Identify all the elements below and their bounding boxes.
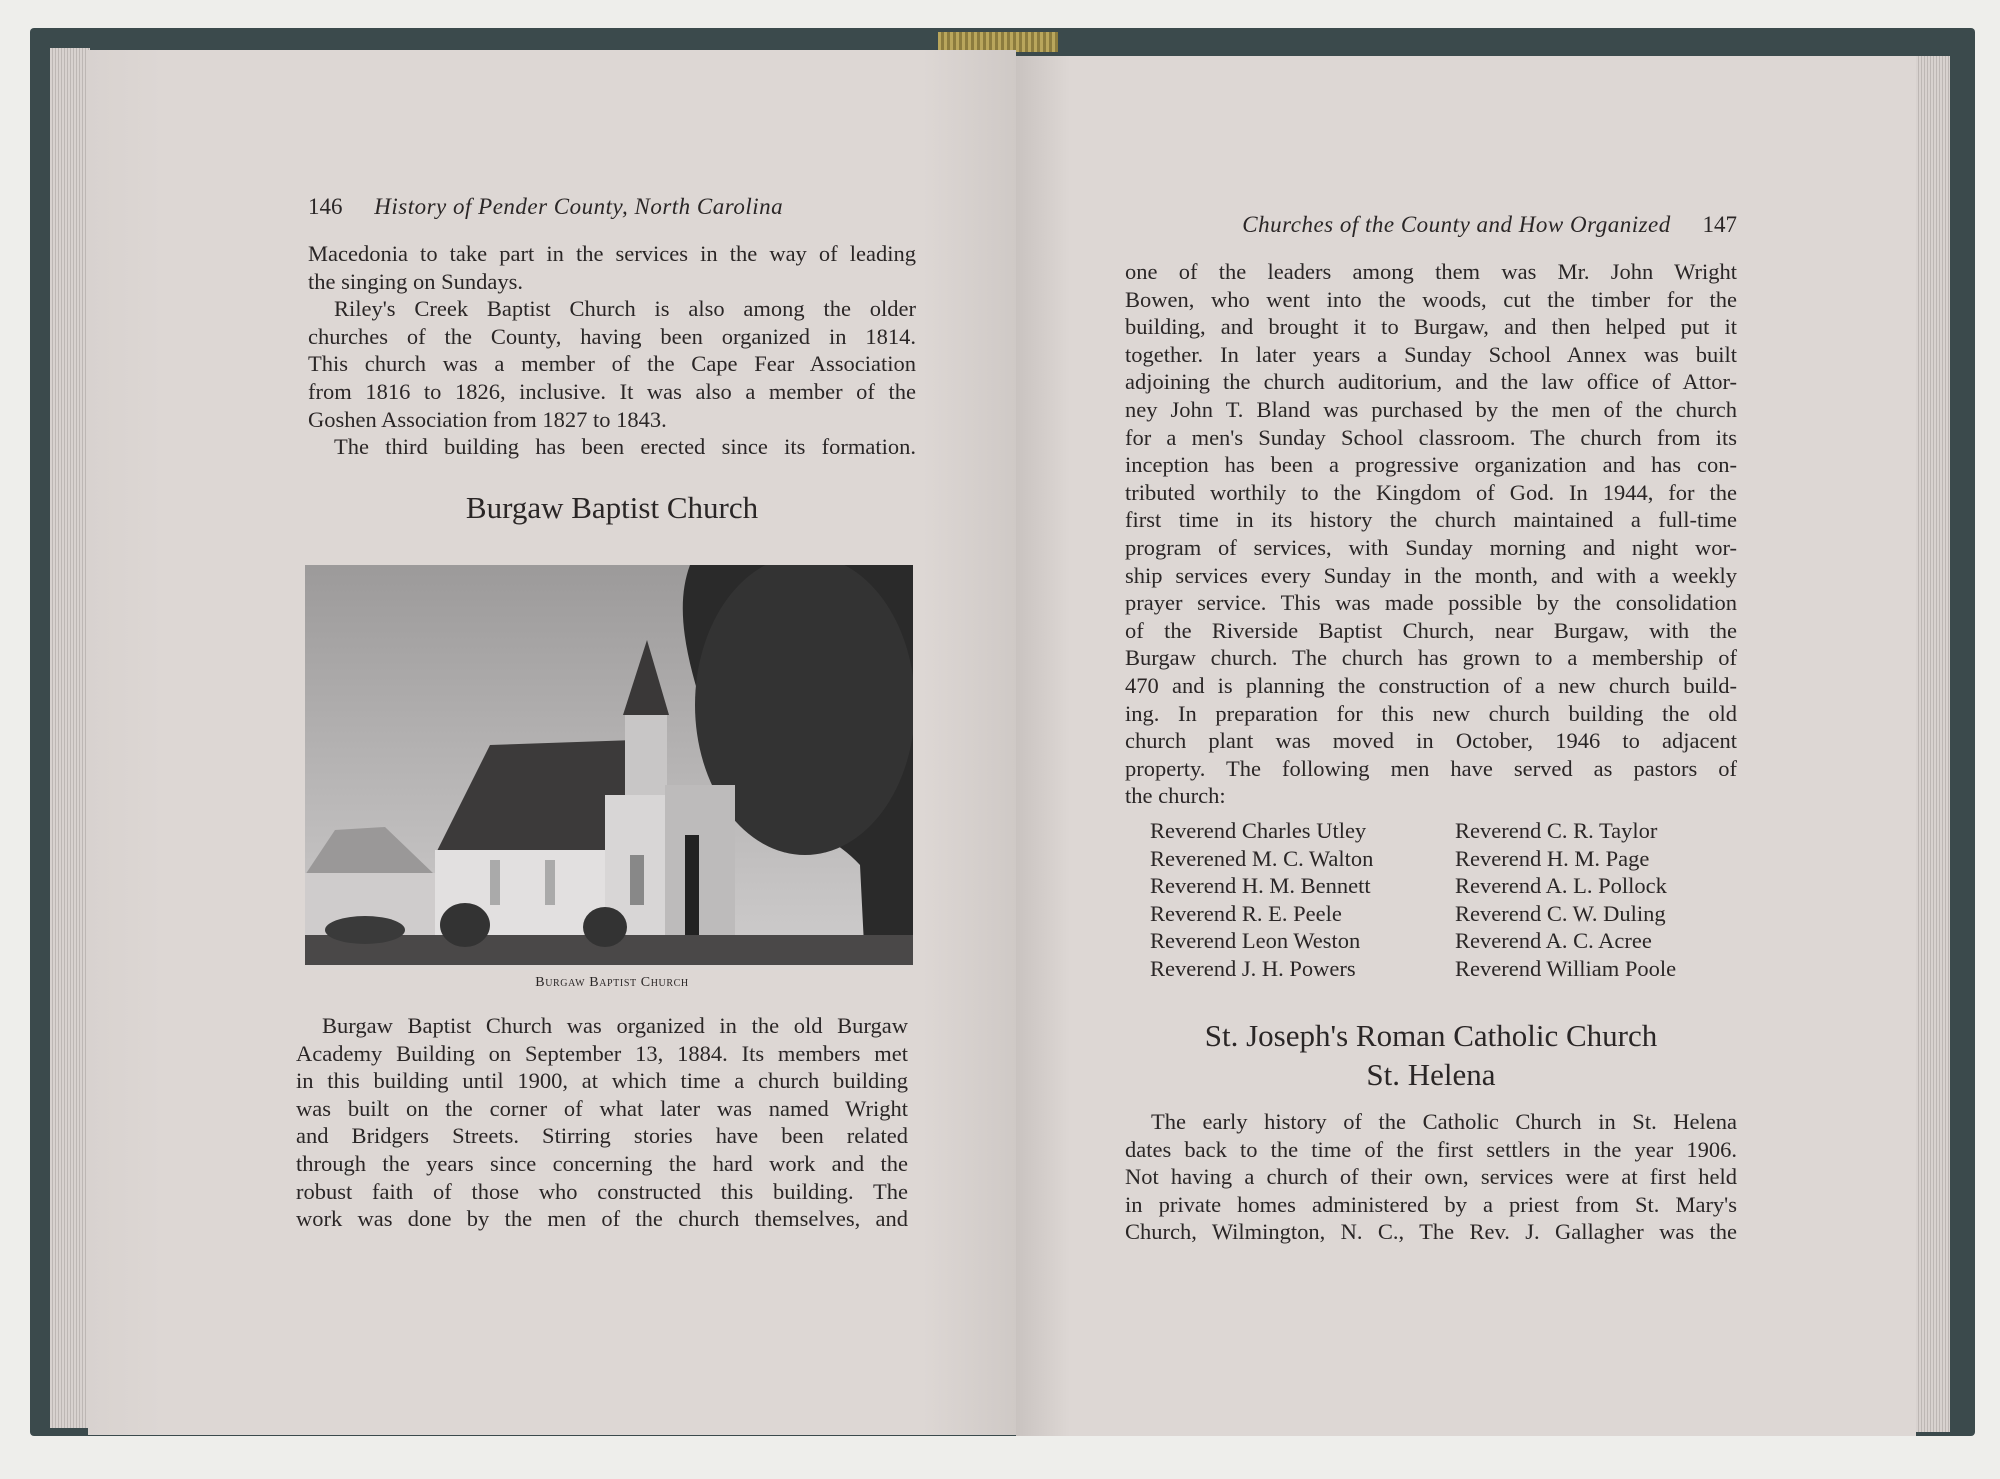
text-line: Goshen Association from 1827 to 1843. (308, 406, 667, 432)
pastor-name: Reverend C. W. Duling (1455, 900, 1666, 926)
left-running-head (308, 194, 783, 220)
text-line: 470 and is planning the construction of a new church build- (1125, 672, 1737, 698)
pastor-name: Reverend H. M. Bennett (1150, 873, 1371, 899)
text-line: one of the leaders among them was Mr. John Wright (1125, 259, 1737, 284)
text-line: churches of the County, having been organized in 1814. (308, 323, 916, 349)
pastor-name: Reverend A. C. Acree (1455, 928, 1652, 954)
pastor-name: Reverend C. R. Taylor (1455, 818, 1658, 843)
text-line: and Bridgers Streets. Stirring stories have been related (296, 1123, 908, 1149)
text-line: tributed worthily to the Kingdom of God. In 1944, for the (1125, 479, 1737, 505)
text-line: for a men's Sunday School classroom. The church from its (1125, 424, 1737, 450)
page-edges-left (50, 48, 90, 1428)
text-line: in this building until 1900, at which time a church building (296, 1068, 908, 1094)
section-heading: Burgaw Baptist Church (465, 490, 759, 525)
section-heading-catholic: St. Joseph's Roman Catholic Church (1204, 1018, 1658, 1053)
right-bottom-paragraphs (1125, 1108, 1737, 1246)
text-line: ing. In preparation for this new church building the old (1125, 700, 1737, 726)
text-line: building, and brought it to Burgaw, and then helped put it (1125, 314, 1737, 340)
text-line: together. In later years a Sunday School Annex was built (1125, 341, 1737, 367)
pastors-list-right (1455, 817, 1676, 983)
running-head-title: Churches of the County and How Organized (1242, 212, 1671, 237)
running-head-title: History of Pender County, North Carolina (374, 194, 784, 219)
pastors-list-left (1150, 817, 1373, 983)
text-line: The third building has been erected since its formation. (334, 434, 916, 460)
left-top-paragraphs (308, 240, 916, 461)
text-line: Riley's Creek Baptist Church is also among the older (334, 296, 916, 322)
text-line: of the Riverside Baptist Church, near Burgaw, with the (1125, 617, 1737, 643)
pastor-name: Reverend Charles Utley (1150, 818, 1367, 843)
text-line: inception has been a progressive organization and has con- (1125, 452, 1737, 478)
text-line: dates back to the time of the first settlers in the year 1906. (1125, 1136, 1737, 1162)
section-subheading-location: St. Helena (1366, 1057, 1496, 1092)
pastor-name: Reverend R. E. Peele (1150, 900, 1342, 926)
text-line: Academy Building on September 13, 1884. Its members met (296, 1040, 908, 1066)
page-number: 146 (308, 194, 343, 219)
text-line: program of services, with Sunday morning and night wor- (1125, 534, 1737, 560)
text-line: This church was a member of the Cape Fear Association (308, 351, 916, 377)
pastor-name: Reverend H. M. Page (1455, 845, 1650, 871)
text-line: ney John T. Bland was purchased by the men of the church (1125, 396, 1737, 422)
page-edges-right (1910, 56, 1950, 1432)
left-bottom-paragraphs (296, 1012, 908, 1233)
text-line: prayer service. This was made possible by the consolidation (1125, 590, 1737, 616)
text-line: through the years since concerning the hard work and the (296, 1150, 908, 1176)
page-number: 147 (1702, 212, 1737, 237)
text-line: Burgaw Baptist Church was organized in the old Burgaw (322, 1013, 908, 1038)
text-line: property. The following men have served as pastors of (1125, 755, 1737, 781)
text-line: the church: (1125, 783, 1226, 809)
pastor-name: Reverend A. L. Pollock (1455, 873, 1667, 899)
text-line: first time in its history the church maintained a full-time (1125, 507, 1737, 533)
text-line: Church, Wilmington, N. C., The Rev. J. Gallagher was the (1125, 1219, 1737, 1245)
text-line: the singing on Sundays. (308, 268, 524, 294)
right-top-paragraphs (1125, 258, 1737, 810)
text-line: Not having a church of their own, services were at first held (1125, 1164, 1737, 1190)
text-line: Macedonia to take part in the services in the way of leading (308, 241, 916, 266)
photo-caption: Burgaw Baptist Church (535, 975, 689, 990)
text-line: church plant was moved in October, 1946 to adjacent (1125, 728, 1737, 754)
text-line: Burgaw church. The church has grown to a membership of (1125, 645, 1737, 671)
text-line: from 1816 to 1826, inclusive. It was also a member of the (308, 378, 916, 404)
right-running-head (1125, 212, 1737, 238)
text-line: ship services every Sunday in the month, and with a weekly (1125, 562, 1737, 588)
pastor-name: Reverend William Poole (1455, 955, 1677, 981)
pastor-name: Reverened M. C. Walton (1150, 845, 1374, 871)
text-line: Bowen, who went into the woods, cut the timber for the (1125, 286, 1737, 312)
text-line: robust faith of those who constructed this building. The (296, 1178, 908, 1204)
text-line: in private homes administered by a priest from St. Mary's (1125, 1191, 1737, 1217)
spine-headband (938, 32, 1058, 52)
pastor-name: Reverend Leon Weston (1150, 928, 1361, 954)
text-line: The early history of the Catholic Church in St. Helena (1151, 1109, 1737, 1134)
text-line: work was done by the men of the church themselves, and (296, 1206, 908, 1232)
pastor-name: Reverend J. H. Powers (1150, 955, 1356, 981)
text-line: was built on the corner of what later was named Wright (296, 1095, 908, 1121)
text-line: adjoining the church auditorium, and the law office of Attor- (1125, 369, 1737, 395)
church-photo (305, 565, 913, 965)
